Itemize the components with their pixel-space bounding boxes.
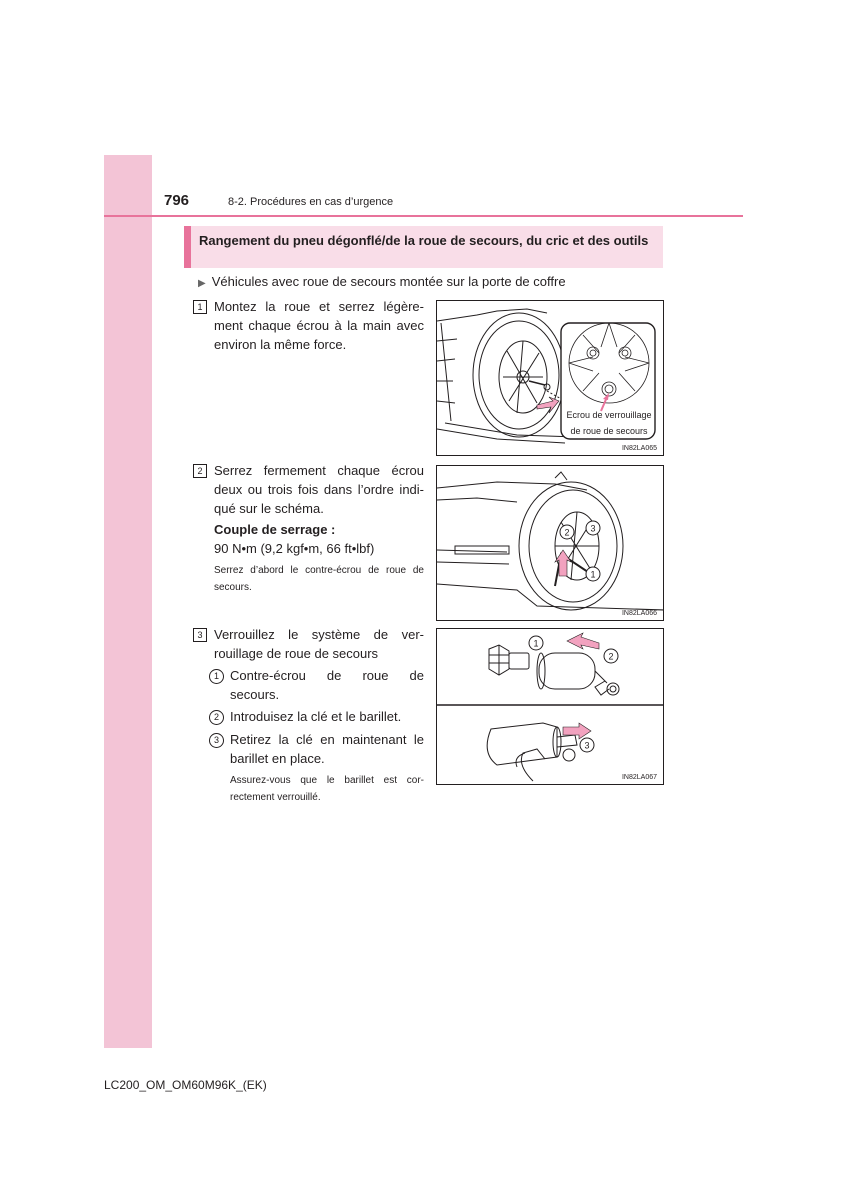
header-divider [104, 215, 743, 217]
svg-text:2: 2 [608, 651, 614, 662]
document-code: LC200_OM_OM60M96K_(EK) [104, 1078, 267, 1092]
step-3-note: Assurez-vous que le barillet est cor-rectement verrouillé. [230, 775, 424, 803]
breadcrumb: 8-2. Procédures en cas d’urgence [228, 196, 394, 208]
svg-text:3: 3 [584, 740, 590, 751]
page-number: 796 [164, 192, 190, 209]
step-2-note: Serrez d’abord le contre-écrou de roue de secours. [214, 565, 424, 593]
step-1-text: Montez la roue et serrez légère-ment chaque écrou à la main avec environ la même force. [214, 299, 424, 352]
step-1-number: 1 [193, 300, 207, 314]
step-3-number: 3 [193, 628, 207, 642]
vehicle-condition [198, 273, 566, 292]
figure-1-spare-wheel-nuts [436, 300, 664, 456]
side-color-band [104, 155, 152, 1048]
torque-value: 90 N•m (9,2 kgf•m, 66 ft•lbf) [214, 541, 375, 556]
svg-text:2: 2 [564, 527, 570, 538]
step-2-text: Serrez fermement chaque écrou deux ou trois fois dans l’ordre indi-qué sur le schéma. [214, 463, 424, 516]
vehicle-condition-text: Véhicules avec roue de secours montée sur la porte de coffre [211, 274, 566, 289]
substep-3-number: 3 [209, 733, 224, 748]
svg-text:1: 1 [533, 638, 539, 649]
figure-1-code: IN82LA065 [621, 445, 657, 452]
figure-3-code: IN82LA067 [621, 774, 657, 781]
svg-text:1: 1 [590, 569, 596, 580]
step-2-number: 2 [193, 464, 207, 478]
figure-2-tightening-order [436, 465, 664, 621]
substep-1-number: 1 [209, 669, 224, 684]
substep-1-text: Contre-écrou de roue de secours. [230, 668, 424, 702]
tightening-order-illustration [437, 466, 664, 621]
figure-3-lock-system [436, 628, 664, 785]
figure-2-code: IN82LA066 [621, 610, 657, 617]
lock-cylinder-illustration [437, 629, 664, 785]
substep-3-text: Retirez la clé en maintenant le barillet en place. [230, 732, 424, 766]
lock-nut-callout: Ecrou de verrouillage de roue de secours [566, 410, 652, 436]
svg-text:3: 3 [590, 523, 596, 534]
substep-2-text: Introduisez la clé et le barillet. [230, 709, 402, 724]
triangle-bullet-icon: ▶ [198, 278, 206, 289]
substep-2-number: 2 [209, 710, 224, 725]
step-3-text: Verrouillez le système de ver-rouillage de roue de secours [214, 627, 424, 661]
torque-label: Couple de serrage : [214, 522, 336, 537]
section-title: Rangement du pneu dégonflé/de la roue de secours, du cric et des outils [184, 226, 663, 268]
